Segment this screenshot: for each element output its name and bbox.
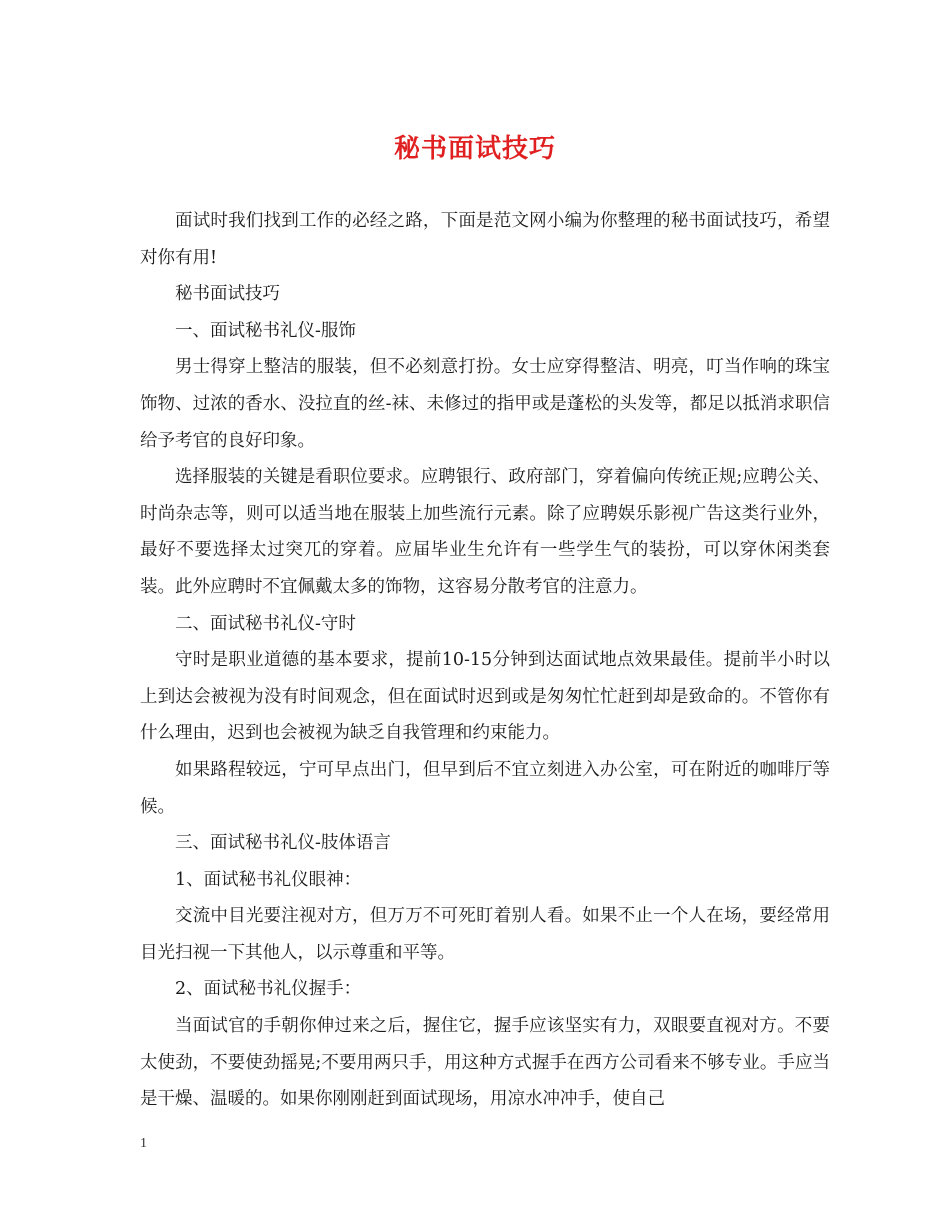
page-title: 秘书面试技巧 (393, 134, 556, 164)
paragraph-punctuality-2: 如果路程较远，宁可早点出门，但早到后不宜立刻进入办公室，可在附近的咖啡厅等候。 (140, 759, 830, 817)
paragraph-attire-2: 选择服装的关键是看职位要求。应聘银行、政府部门，穿着偏向传统正规;应聘公关、时尚杂志等，则可以适当地在服装上加些流行元素。除了应聘娱乐影视广告这类行业外，最好不要选择太过突兀的穿着。应届毕业生允许有一些学生气的装扮，可以穿休闲类套装。此外应聘时不宜佩戴太多的饰物，这容易分散考官的注意力。 (140, 467, 830, 597)
paragraph-handshake: 当面试官的手朝你伸过来之后，握住它，握手应该坚实有力，双眼要直视对方。不要太使劲，不要使劲摇晃;不要用两只手，用这种方式握手在西方公司看来不够专业。手应当是干燥、温暖的。如果你刚刚赶到面试现场，用凉水冲冲手，使自己 (140, 1016, 830, 1110)
document-body (140, 203, 830, 1118)
subheading-eye-contact: 1、面试秘书礼仪眼神： (175, 869, 362, 890)
section-heading-punctuality: 二、面试秘书礼仪-守时 (175, 613, 356, 634)
paragraph-eye-contact: 交流中目光要注视对方，但万万不可死盯着别人看。如果不止一个人在场，要经常用目光扫视一下其他人，以示尊重和平等。 (140, 906, 830, 963)
paragraph-intro: 面试时我们找到工作的必经之路，下面是范文网小编为你整理的秘书面试技巧，希望对你有用! (140, 211, 830, 268)
section-heading-attire: 一、面试秘书礼仪-服饰 (175, 320, 356, 341)
paragraph-attire-1: 男士得穿上整洁的服装，但不必刻意打扮。女士应穿得整洁、明亮，叮当作响的珠宝饰物、过浓的香水、没拉直的丝-袜、未修过的指甲或是蓬松的头发等，都足以抵消求职信给予考官的良好印象。 (140, 357, 830, 451)
paragraph-punctuality-1: 守时是职业道德的基本要求，提前10-15分钟到达面试地点效果最佳。提前半小时以上到达会被视为没有时间观念，但在面试时迟到或是匆匆忙忙赶到却是致命的。不管你有什么理由，迟到也会被视为缺乏自我管理和约束能力。 (140, 650, 830, 744)
paragraph-subtitle: 秘书面试技巧 (175, 284, 280, 305)
subheading-handshake: 2、面试秘书礼仪握手： (175, 979, 362, 1000)
section-heading-body-language: 三、面试秘书礼仪-肢体语言 (175, 833, 391, 854)
page-number: 1 (140, 1136, 147, 1151)
